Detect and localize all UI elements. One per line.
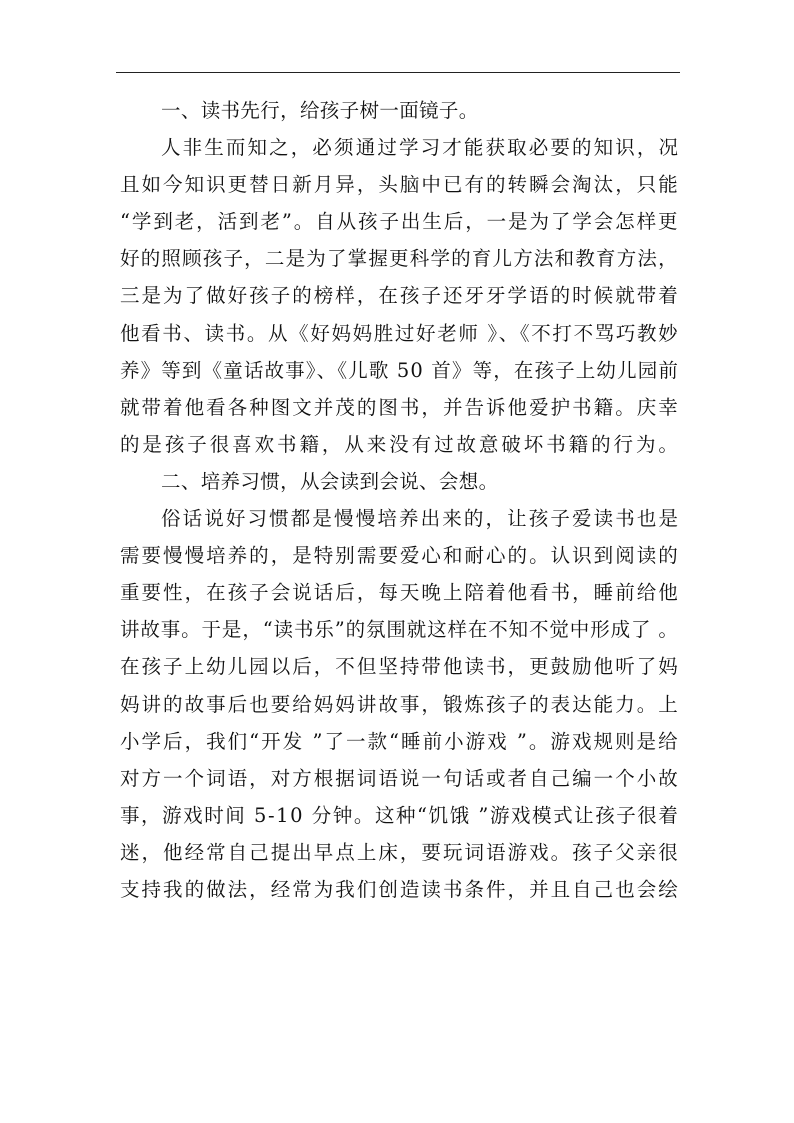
text-line: 的是孩子很喜欢书籍，从来没有过故意破坏书籍的行为。 (120, 432, 681, 456)
text-line: 重要性，在孩子会说话后，每天晚上陪着他看书，睡前给他 (120, 581, 680, 605)
text-line: 讲故事。于是，“读书乐”的氛围就这样在不知不觉中形成了 。 (120, 618, 679, 642)
text-line: 对方一个词语，对方根据词语说一句话或者自己编一个小故 (120, 766, 680, 790)
text-line: “学到老，活到老”。自从孩子出生后，一是为了学会怎样更 (120, 210, 680, 234)
text-line: 三是为了做好孩子的榜样，在孩子还牙牙学语的时候就带着 (120, 284, 680, 308)
text-line: 且如今知识更替日新月异，头脑中已有的转瞬会淘汰，只能 (120, 173, 680, 197)
text-line: 小学后，我们“开发 ”了一款“睡前小游戏 ”。游戏规则是给 (120, 729, 680, 753)
header-rule (116, 72, 680, 73)
text-line: 他看书、读书。从《好妈妈胜过好老师 》、《不打不骂巧教妙 (120, 321, 680, 345)
text-line: 一、读书先行，给孩子树一面镜子。 (161, 99, 479, 122)
text-line: 养》等到《童话故事》、《儿歌 50 首》等，在孩子上幼儿园前 (120, 358, 680, 382)
text-line: 二、培养习惯，从会读到会说、会想。 (161, 469, 499, 493)
text-line: 迷，他经常自己提出早点上床，要玩词语游戏。孩子父亲很 (120, 840, 680, 864)
text-line: 人非生而知之，必须通过学习才能获取必要的知识，况 (161, 136, 681, 160)
text-line: 好的照顾孩子，二是为了掌握更科学的育儿方法和教育方法， (120, 247, 679, 271)
text-line: 就带着他看各种图文并茂的图书，并告诉他爱护书籍。庆幸 (120, 395, 680, 419)
text-line: 事，游戏时间 5-10 分钟。这种“饥饿 ”游戏模式让孩子很着 (120, 803, 680, 827)
text-line: 妈讲的故事后也要给妈妈讲故事，锻炼孩子的表达能力。上 (120, 692, 680, 716)
text-line: 俗话说好习惯都是慢慢培养出来的，让孩子爱读书也是 (161, 507, 681, 531)
text-line: 在孩子上幼儿园以后，不但坚持带他读书，更鼓励他听了妈 (120, 655, 680, 679)
document-body (120, 92, 681, 908)
text-line: 需要慢慢培养的，是特别需要爱心和耐心的。认识到阅读的 (120, 544, 680, 568)
text-line: 支持我的做法，经常为我们创造读书条件，并且自己也会绘 (120, 877, 680, 901)
